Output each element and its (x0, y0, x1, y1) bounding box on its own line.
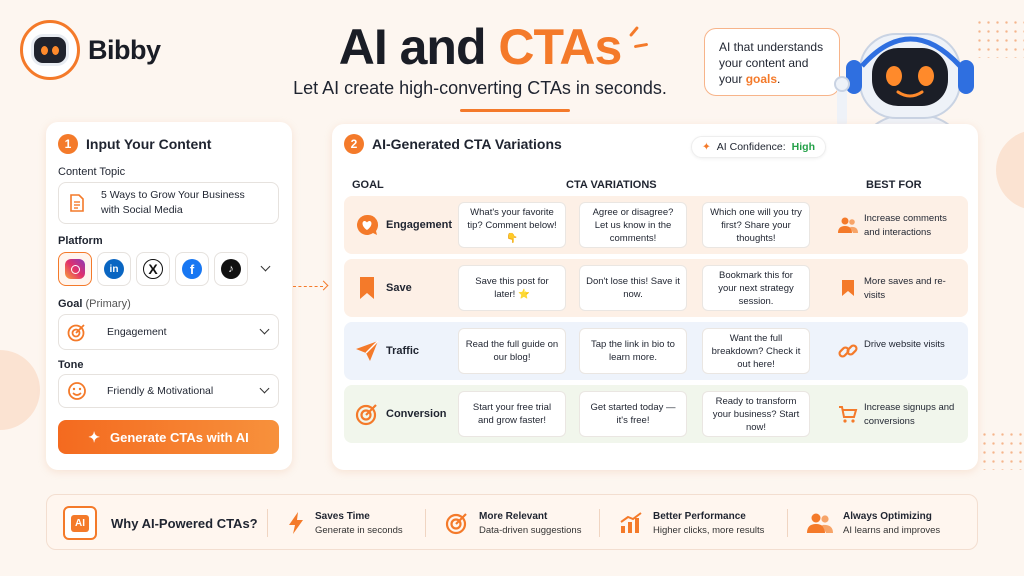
table-row (344, 196, 968, 254)
bg-blob-right (996, 130, 1024, 210)
smiley-icon (67, 381, 87, 401)
robot-logo-icon (20, 20, 80, 80)
tiktok-icon: ♪ (221, 259, 241, 279)
column-header-variations: CTA VARIATIONS (566, 179, 657, 191)
platform-label: Platform (58, 235, 103, 247)
row-goal-label: Traffic (386, 345, 420, 357)
generate-label: Generate CTAs with AI (110, 429, 249, 445)
cart-icon (838, 405, 858, 423)
header (270, 18, 690, 99)
step-number: 2 (344, 134, 364, 154)
chevron-down-icon (260, 384, 270, 394)
table-row (344, 385, 968, 443)
brand-name: Bibby (88, 34, 161, 65)
sparkle-icon: ✦ (701, 141, 711, 153)
row-goal-label: Save (386, 282, 412, 294)
cta-variation[interactable]: Get started today — it's free! (579, 391, 687, 437)
x-icon: X (143, 259, 163, 279)
tone-select[interactable] (58, 374, 279, 408)
benefit-subtitle: Generate in seconds (315, 524, 403, 536)
cta-variation[interactable]: Which one will you try first? Share your thoughts! (702, 202, 810, 248)
link-icon (838, 341, 858, 361)
growth-chart-icon (619, 511, 643, 535)
target-icon (355, 402, 379, 426)
best-for-text: More saves and re-visits (864, 276, 946, 301)
platform-more-dropdown[interactable] (253, 252, 279, 286)
send-icon (355, 340, 379, 362)
input-panel (46, 122, 292, 470)
bookmark-icon (841, 279, 855, 297)
brand-logo (20, 20, 161, 80)
generate-ctas-button[interactable] (58, 420, 279, 454)
bolt-icon (287, 511, 305, 535)
facebook-icon: f (182, 259, 202, 279)
column-header-best-for: BEST FOR (866, 179, 922, 191)
benefits-bar (46, 494, 978, 550)
row-goal-label: Engagement (386, 219, 453, 231)
cta-variation[interactable]: Don't lose this! Save it now. (579, 265, 687, 311)
flow-arrow-head (319, 281, 329, 291)
cta-variation[interactable]: Ready to transform your business? Start now! (702, 391, 810, 437)
content-topic-field[interactable] (58, 182, 279, 224)
goal-select[interactable] (58, 314, 279, 350)
platform-instagram[interactable] (58, 252, 92, 286)
goal-label: Goal (Primary) (58, 298, 131, 310)
page-subtitle: Let AI create high-converting CTAs in seconds. (293, 78, 667, 98)
platform-x[interactable] (136, 252, 170, 286)
speech-bubble: AI that understands your content and your goals. (704, 28, 840, 96)
tone-value: Friendly & Motivational (107, 384, 214, 397)
benefit-title: Better Performance (653, 510, 746, 522)
instagram-icon (65, 259, 85, 279)
best-for-text: Increase signups and conversions (864, 402, 955, 427)
platform-facebook[interactable] (175, 252, 209, 286)
panel-heading: AI-Generated CTA Variations (372, 136, 562, 152)
bookmark-icon (358, 276, 376, 300)
cta-variation[interactable]: Bookmark this for your next strategy session. (702, 265, 810, 311)
step-number: 1 (58, 134, 78, 154)
cta-variation[interactable]: Want the full breakdown? Check it out here! (702, 328, 810, 374)
bg-dots (980, 430, 1024, 470)
page-title: AI and CTAs (338, 19, 622, 75)
cta-variation[interactable]: What's your favorite tip? Comment below! 👇 (458, 202, 566, 248)
users-icon (838, 216, 858, 234)
ai-chip-icon: AI (63, 506, 97, 540)
linkedin-icon: in (104, 259, 124, 279)
row-goal-label: Conversion (386, 408, 447, 420)
tone-label: Tone (58, 359, 84, 371)
cta-variation[interactable]: Start your free trial and grow faster! (458, 391, 566, 437)
table-row (344, 259, 968, 317)
bg-blob-left (0, 350, 40, 430)
chevron-down-icon (261, 262, 271, 272)
cta-variation[interactable]: Save this post for later! ⭐ (458, 265, 566, 311)
benefits-heading: Why AI-Powered CTAs? (111, 515, 258, 531)
benefit-title: Always Optimizing (843, 510, 932, 522)
best-for-text: Drive website visits (864, 339, 945, 350)
content-topic-value: 5 Ways to Grow Your Business with Social Media (101, 189, 245, 216)
best-for-text: Increase comments and interactions (864, 213, 947, 238)
target-icon (445, 511, 469, 535)
target-icon (67, 322, 87, 342)
heart-chat-icon (355, 213, 379, 237)
variations-panel (332, 124, 978, 470)
table-row (344, 322, 968, 380)
benefit-title: More Relevant (479, 510, 548, 522)
ai-confidence-badge: ✦ AI Confidence: High (691, 136, 826, 158)
goal-value: Engagement (107, 325, 167, 338)
document-icon (69, 194, 85, 212)
platform-linkedin[interactable] (97, 252, 131, 286)
panel-heading: Input Your Content (86, 136, 212, 152)
chevron-down-icon (260, 325, 270, 335)
subtitle-underline (460, 109, 570, 112)
sparkle-icon: ✦ (88, 428, 101, 445)
cta-variation[interactable]: Read the full guide on our blog! (458, 328, 566, 374)
benefit-title: Saves Time (315, 510, 370, 522)
benefit-subtitle: Data-driven suggestions (479, 524, 582, 536)
content-topic-label: Content Topic (58, 166, 126, 178)
cta-variation[interactable]: Tap the link in bio to learn more. (579, 328, 687, 374)
column-header-goal: GOAL (352, 179, 384, 191)
benefit-subtitle: AI learns and improves (843, 524, 941, 536)
cta-variation[interactable]: Agree or disagree? Let us know in the comments! (579, 202, 687, 248)
benefit-subtitle: Higher clicks, more results (653, 524, 765, 536)
platform-tiktok[interactable] (214, 252, 248, 286)
people-icon (807, 512, 833, 534)
